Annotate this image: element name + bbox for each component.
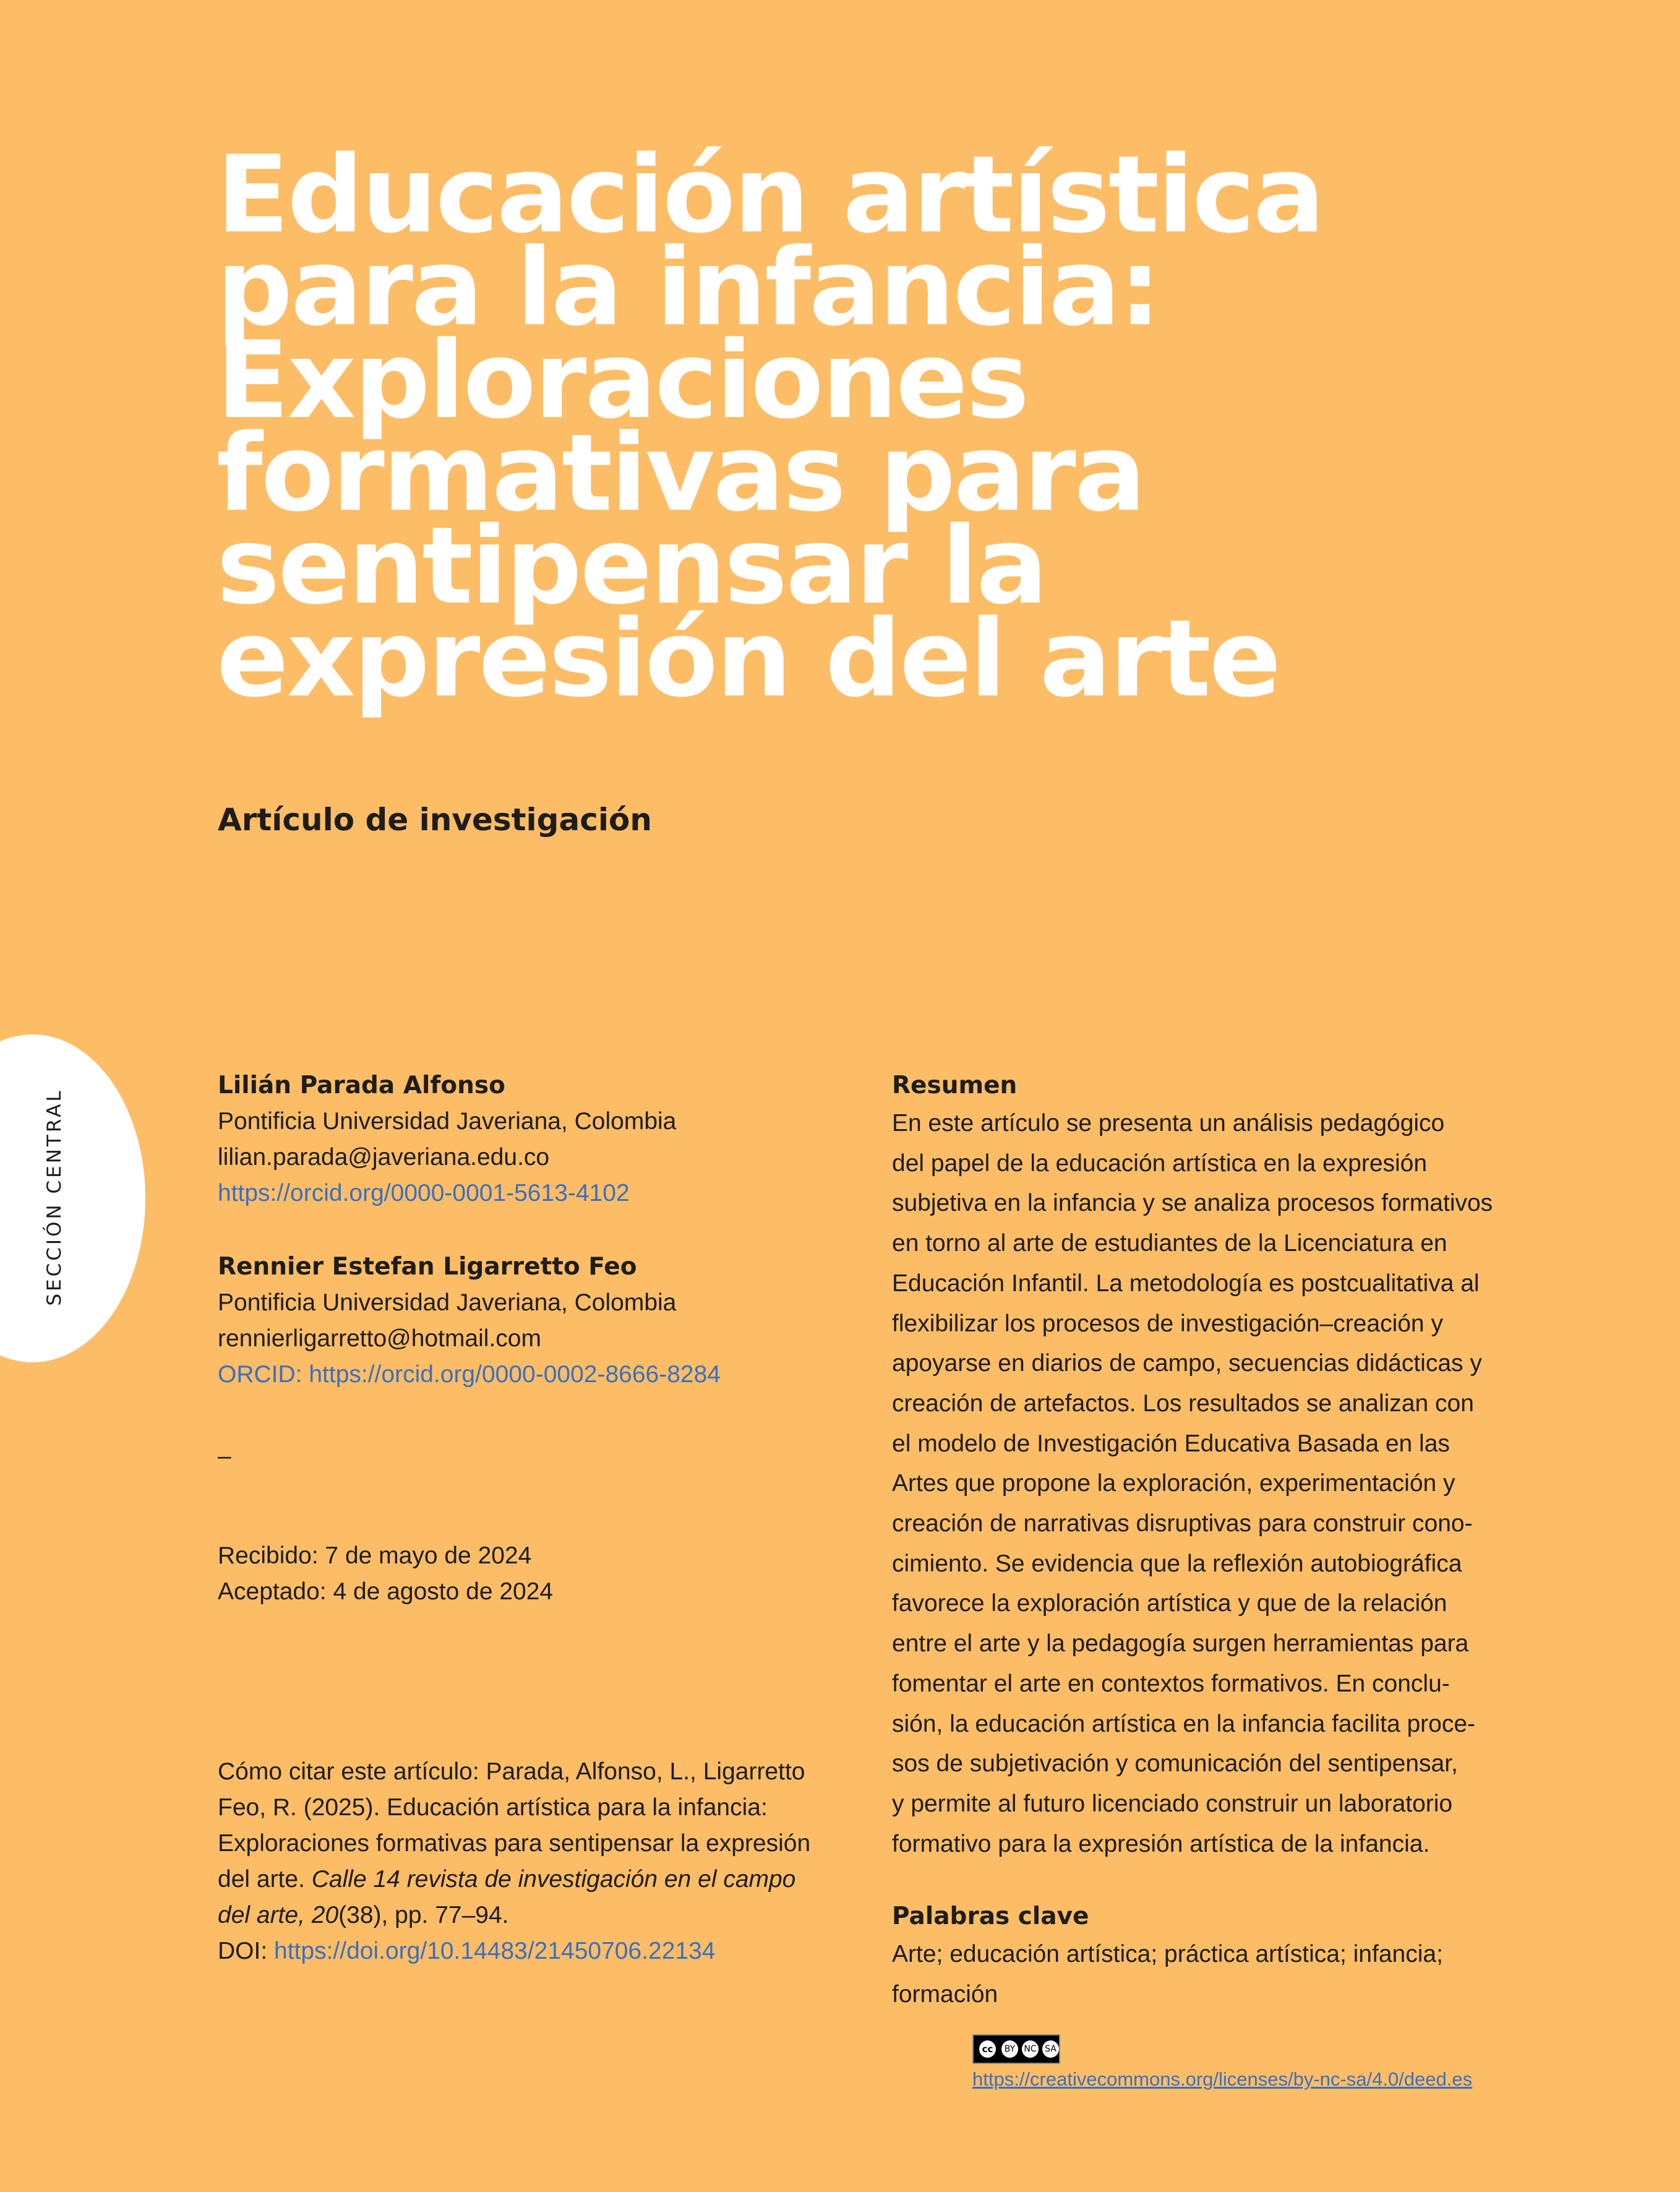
abstract-line: y permite al futuro licenciado construir un laboratorio (892, 1790, 1453, 1817)
nc-icon: NC (1022, 2040, 1039, 2058)
abstract-line: creación de artefactos. Los resultados se analizan con (892, 1390, 1474, 1417)
received-date: Recibido: 7 de mayo de 2024 (218, 1542, 532, 1569)
abstract-line: formativo para la expresión artística de la infancia. (892, 1830, 1430, 1857)
citation-line: Cómo citar este artículo: Parada, Alfonso, L., Ligarretto (218, 1758, 805, 1785)
dates-block (218, 1538, 873, 1610)
cc-license-badge[interactable] (972, 2034, 1060, 2064)
author-email: lilian.parada@javeriana.edu.co (218, 1144, 550, 1171)
author-orcid-link[interactable]: ORCID: https://orcid.org/0000-0002-8666-8284 (218, 1361, 721, 1388)
citation-line: Feo, R. (2025). Educación artística para la infancia: (218, 1794, 768, 1821)
author-email: rennierligarretto@hotmail.com (218, 1325, 541, 1352)
abstract-line: Educación Infantil. La metodología es postcualitativa al (892, 1270, 1480, 1297)
abstract-section (892, 1068, 1538, 1864)
doi-link[interactable]: https://doi.org/10.14483/21450706.22134 (274, 1938, 716, 1964)
citation-doi (218, 1933, 873, 1969)
title-line: Exploraciones (216, 318, 1028, 442)
cc-icon: cc (977, 2039, 998, 2060)
abstract-line: sión, la educación artística en la infancia facilita proce- (892, 1710, 1476, 1737)
title-line: para la infancia: (216, 225, 1160, 350)
author-block (218, 1249, 873, 1393)
author-affiliation: Pontificia Universidad Javeriana, Colombia (218, 1108, 677, 1135)
abstract-line: En este artículo se presenta un análisis pedagógico (892, 1110, 1445, 1137)
accepted-date: Aceptado: 4 de agosto de 2024 (218, 1578, 554, 1605)
abstract-text (892, 1104, 1538, 1864)
sa-icon: SA (1042, 2040, 1059, 2058)
abstract-line: flexibilizar los procesos de investigación–creación y (892, 1310, 1443, 1337)
keywords-text (892, 1935, 1538, 2014)
citation-line (218, 1862, 873, 1898)
section-label: SECCIÓN CENTRAL (43, 1088, 66, 1306)
keywords-section (892, 1899, 1538, 2014)
citation-pages: (38), pp. 77–94. (338, 1902, 509, 1928)
abstract-line: fomentar el arte en contextos formativos. En conclu- (892, 1670, 1450, 1697)
author-affiliation: Pontificia Universidad Javeriana, Colombia (218, 1289, 677, 1316)
abstract-line: apoyarse en diarios de campo, secuencias didácticas y (892, 1350, 1482, 1377)
keywords-line: formación (892, 1980, 998, 2008)
article-type: Artículo de investigación (218, 802, 652, 838)
separator-dash: – (218, 1443, 231, 1469)
author-name: Lilián Parada Alfonso (218, 1072, 505, 1099)
abstract-line: en torno al arte de estudiantes de la Licenciatura en (892, 1230, 1447, 1257)
section-tab (0, 1034, 145, 1362)
abstract-line: Artes que propone la exploración, experimentación y (892, 1470, 1455, 1497)
by-icon: BY (1001, 2040, 1018, 2058)
author-orcid-link[interactable]: https://orcid.org/0000-0001-5613-4102 (218, 1180, 630, 1206)
keywords-heading: Palabras clave (892, 1902, 1089, 1930)
journal-volume: del arte, 20 (218, 1902, 339, 1928)
journal-name: Calle 14 revista de investigación en el campo (311, 1866, 796, 1893)
title-line: sentipensar la (216, 504, 1047, 628)
doi-label: DOI: (218, 1938, 275, 1964)
separator (218, 1438, 873, 1474)
abstract-line: del papel de la educación artística en la expresión (892, 1150, 1428, 1177)
citation-text: del arte. (218, 1866, 312, 1893)
abstract-line: creación de narrativas disruptivas para construir cono- (892, 1510, 1473, 1537)
license-link[interactable]: https://creativecommons.org/licenses/by-nc-sa/4.0/deed.es (972, 2068, 1473, 2090)
citation-line (218, 1898, 873, 1933)
abstract-heading: Resumen (892, 1072, 1018, 1099)
citation-line: Exploraciones formativas para sentipensar la expresión (218, 1830, 811, 1857)
abstract-line: entre el arte y la pedagogía surgen herramientas para (892, 1630, 1469, 1657)
abstract-line: el modelo de Investigación Educativa Basada en las (892, 1430, 1450, 1457)
keywords-line: Arte; educación artística; práctica artística; infancia; (892, 1941, 1443, 1967)
citation-block (218, 1754, 873, 1969)
abstract-line: favorece la exploración artística y que de la relación (892, 1590, 1447, 1617)
author-block (218, 1068, 873, 1211)
title-line: Educación artística (216, 132, 1324, 257)
article-title (216, 132, 1608, 721)
author-name: Rennier Estefan Ligarretto Feo (218, 1253, 637, 1281)
title-line: expresión del arte (216, 596, 1280, 721)
abstract-line: subjetiva en la infancia y se analiza procesos formativos (892, 1190, 1493, 1217)
title-line: formativas para (216, 411, 1144, 535)
abstract-line: sos de subjetivación y comunicación del sentipensar, (892, 1750, 1458, 1777)
abstract-line: cimiento. Se evidencia que la reflexión autobiográfica (892, 1550, 1462, 1577)
